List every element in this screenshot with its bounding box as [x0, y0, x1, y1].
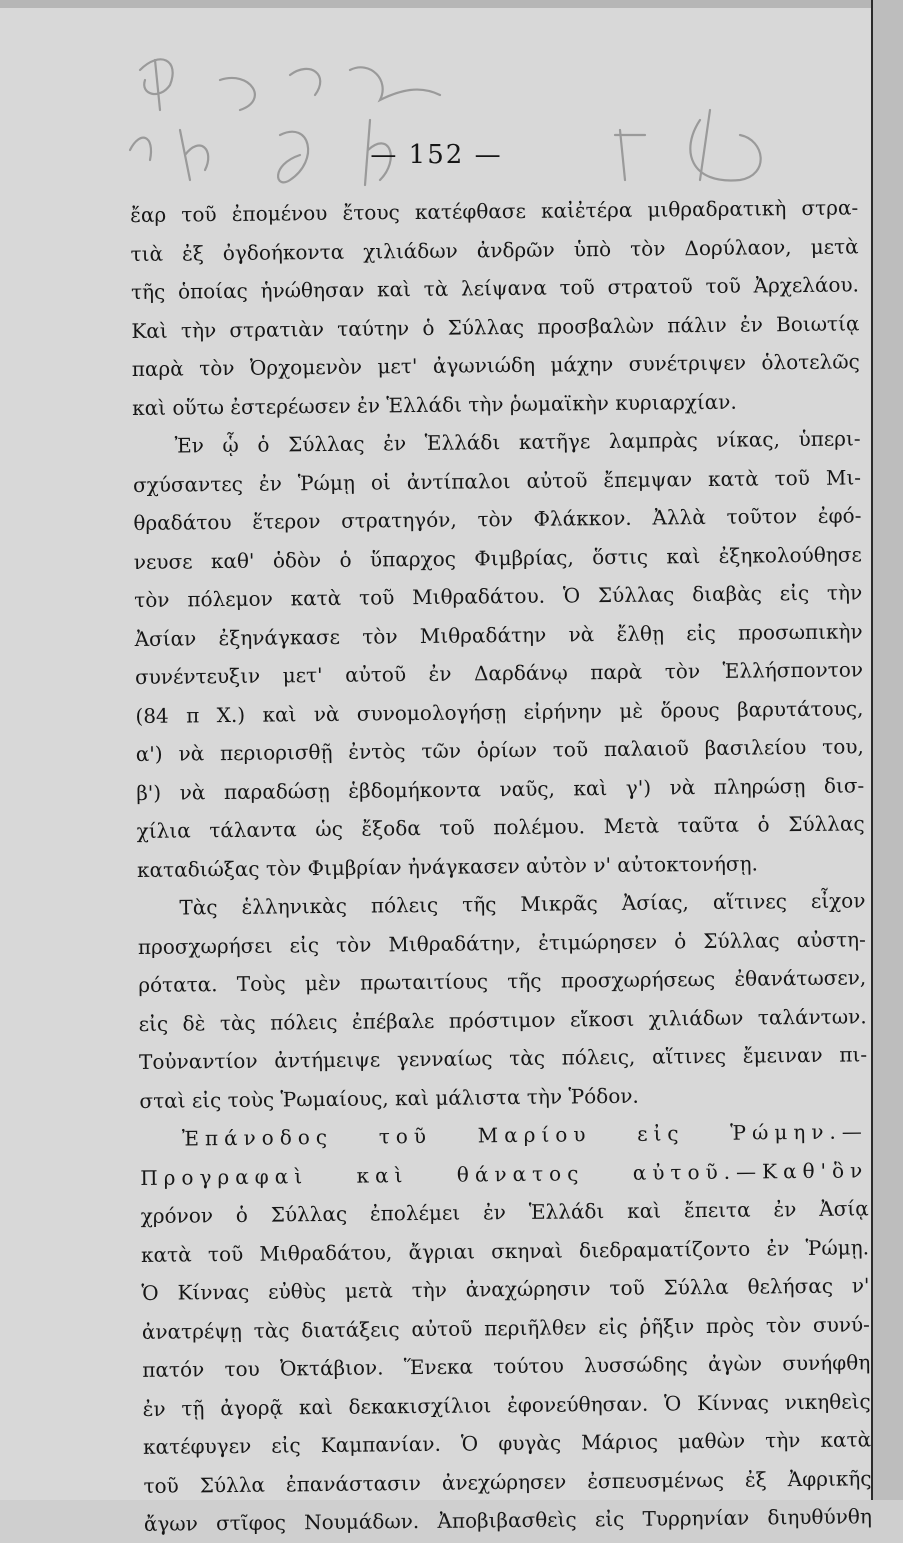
text-line: ἔαρ τοῦ ἐπομένου ἔτους κατέφθασε καἰἐτέρα μιθραδρατικὴ στρα- — [130, 195, 859, 227]
text-line: Τὰς ἑλληνικὰς πόλεις τῆς Μικρᾶς Ἀσίας, αἵτινες εἶχον — [179, 888, 866, 920]
text-line: τιὰ ἐξ ὀγδοήκοντα χιλιάδων ἀνδρῶν ὑπὸ τὸν Δορύλαον, μετὰ — [130, 233, 859, 266]
text-line: σχύσαντες ἐν Ῥώμῃ οἱ ἀντίπαλοι αὐτοῦ ἔπεμψαν κατὰ τοῦ Μι- — [132, 464, 862, 497]
text-line: εἰς δὲ τὰς πόλεις ἐπέβαλε πρόστιμον εἴκοσι χιλιάδων ταλάντων. — [138, 1003, 867, 1036]
section-heading-continued: Προγραφαὶ καὶ θάνατος αὐτοῦ.—Καθ'ὃν — [140, 1157, 869, 1190]
text-line: ἐν τῇ ἀγορᾷ καὶ δεκακισχίλιοι ἐφονεύθησαν. Ὁ Κίννας νικηθεὶς — [142, 1388, 871, 1421]
text-line: Ὁ Κίννας εὐθὺς μετὰ τὴν ἀναχώρησιν τοῦ Σύλλα θελήσας ν' — [141, 1273, 870, 1305]
text-line: πατόν του Ὀκτάβιον. Ἕνεκα τούτου λυσσώδης ἀγὼν συνήφθη — [142, 1350, 871, 1382]
text-line: τῆς ὁποίας ἡνώθησαν καὶ τὰ λείψανα τοῦ στρατοῦ τοῦ Ἀρχελάου. — [130, 272, 860, 304]
text-line: θραδάτου ἕτερον στρατηγόν, τὸν Φλάκκον. Ἀλλὰ τοῦτον ἐφό- — [133, 503, 862, 535]
body-text — [130, 188, 872, 1543]
page-binding-edge — [871, 0, 903, 1500]
text-line: β') νὰ παραδώσῃ ἑβδομήκοντα ναῦς, καὶ γ') νὰ πληρώσῃ δισ- — [136, 772, 865, 805]
text-line: ἀνατρέψῃ τὰς διατάξεις αὐτοῦ περιῆλθεν εἰς ῥῆξιν πρὸς τὸν συνύ- — [141, 1311, 870, 1344]
text-line: Ἐν ᾧ ὁ Σύλλας ἐν Ἑλλάδι κατῆγε λαμπρὰς νίκας, ὑπερι- — [174, 426, 861, 458]
text-line: προσχωρήσει εἰς τὸν Μιθραδάτην, ἐτιμώρησεν ὁ Σύλλας αὐστη- — [137, 926, 866, 959]
text-line: καὶ οὕτω ἐστερέωσεν ἐν Ἑλλάδι τὴν ῥωμαϊκὴν κυριαρχίαν. — [132, 389, 737, 420]
text-line: τοῦ Σύλλα ἐπανάστασιν ἀνεχώρησεν ἐσπευσμένως ἐξ Ἀφρικῆς — [143, 1465, 872, 1498]
text-line: νευσε καθ' ὁδὸν ὁ ὕπαρχος Φιμβρίας, ὅστις καὶ ἐξηκολούθησε — [133, 541, 862, 574]
text-line: τὸν πόλεμον κατὰ τοῦ Μιθραδάτου. Ὁ Σύλλας διαβὰς εἰς τὴν — [134, 580, 863, 612]
text-line: ἄγων στῖφος Νουμάδων. Ἀποβιβασθεὶς εἰς Τυρρηνίαν διηυθύνθη — [143, 1504, 872, 1536]
text-line: παρὰ τὸν Ὀρχομενὸν μετ' ἀγωνιώδη μάχην συνέτριψεν ὁλοτελῶς — [131, 349, 860, 381]
text-line: συνέντευξιν μετ' αὐτοῦ ἐν Δαρδάνῳ παρὰ τὸν Ἑλλήσποντον — [134, 657, 864, 689]
text-line: α') νὰ περιορισθῇ ἐντὸς τῶν ὁρίων τοῦ παλαιοῦ βασιλείου του, — [135, 734, 864, 766]
page-number: — 152 — — [370, 140, 503, 170]
text-line: καταδιώξας τὸν Φιμβρίαν ἠνάγκασεν αὐτὸν ν' αὐτοκτονήσῃ. — [136, 850, 758, 882]
text-line: χρόνον ὁ Σύλλας ἐπολέμει ἐν Ἑλλάδι καὶ ἔπειτα ἐν Ἀσίᾳ — [140, 1196, 869, 1228]
text-line: ρότατα. Τοὺς μὲν πρωταιτίους τῆς προσχωρήσεως ἐθανάτωσεν, — [138, 965, 867, 997]
text-line: κατὰ τοῦ Μιθραδάτου, ἄγριαι σκηναὶ διεδραματίζοντο ἐν Ῥώμῃ. — [140, 1234, 870, 1267]
page-top-edge — [0, 0, 873, 8]
text-line: χίλια τάλαντα ὡς ἔξοδα τοῦ πολέμου. Μετὰ ταῦτα ὁ Σύλλας — [136, 811, 865, 843]
text-line: Ἀσίαν ἐξηνάγκασε τὸν Μιθραδάτην νὰ ἔλθῃ εἰς προσωπικὴν — [134, 618, 863, 651]
section-heading: Ἐπάνοδος τοῦ Μαρίου εἰς Ῥώμην.— — [181, 1119, 868, 1151]
text-line: Τοὐναντίον ἀντήμειψε γενναίως τὰς πόλεις, αἵτινες ἔμειναν πι- — [138, 1042, 868, 1074]
text-line: Καὶ τὴν στρατιὰν ταύτην ὁ Σύλλας προσβαλὼν πάλιν ἐν Βοιωτίᾳ — [131, 310, 860, 343]
text-line: (84 π Χ.) καὶ νὰ συνομολογήσῃ εἰρήνην μὲ ὅρους βαρυτάτους, — [135, 695, 864, 728]
text-line: κατέφυγεν εἰς Καμπανίαν. Ὁ φυγὰς Μάριος μαθὼν τὴν κατὰ — [142, 1427, 872, 1459]
text-line: σταὶ εἰς τοὺς Ῥωμαίους, καὶ μάλιστα τὴν Ῥόδον. — [139, 1083, 639, 1113]
